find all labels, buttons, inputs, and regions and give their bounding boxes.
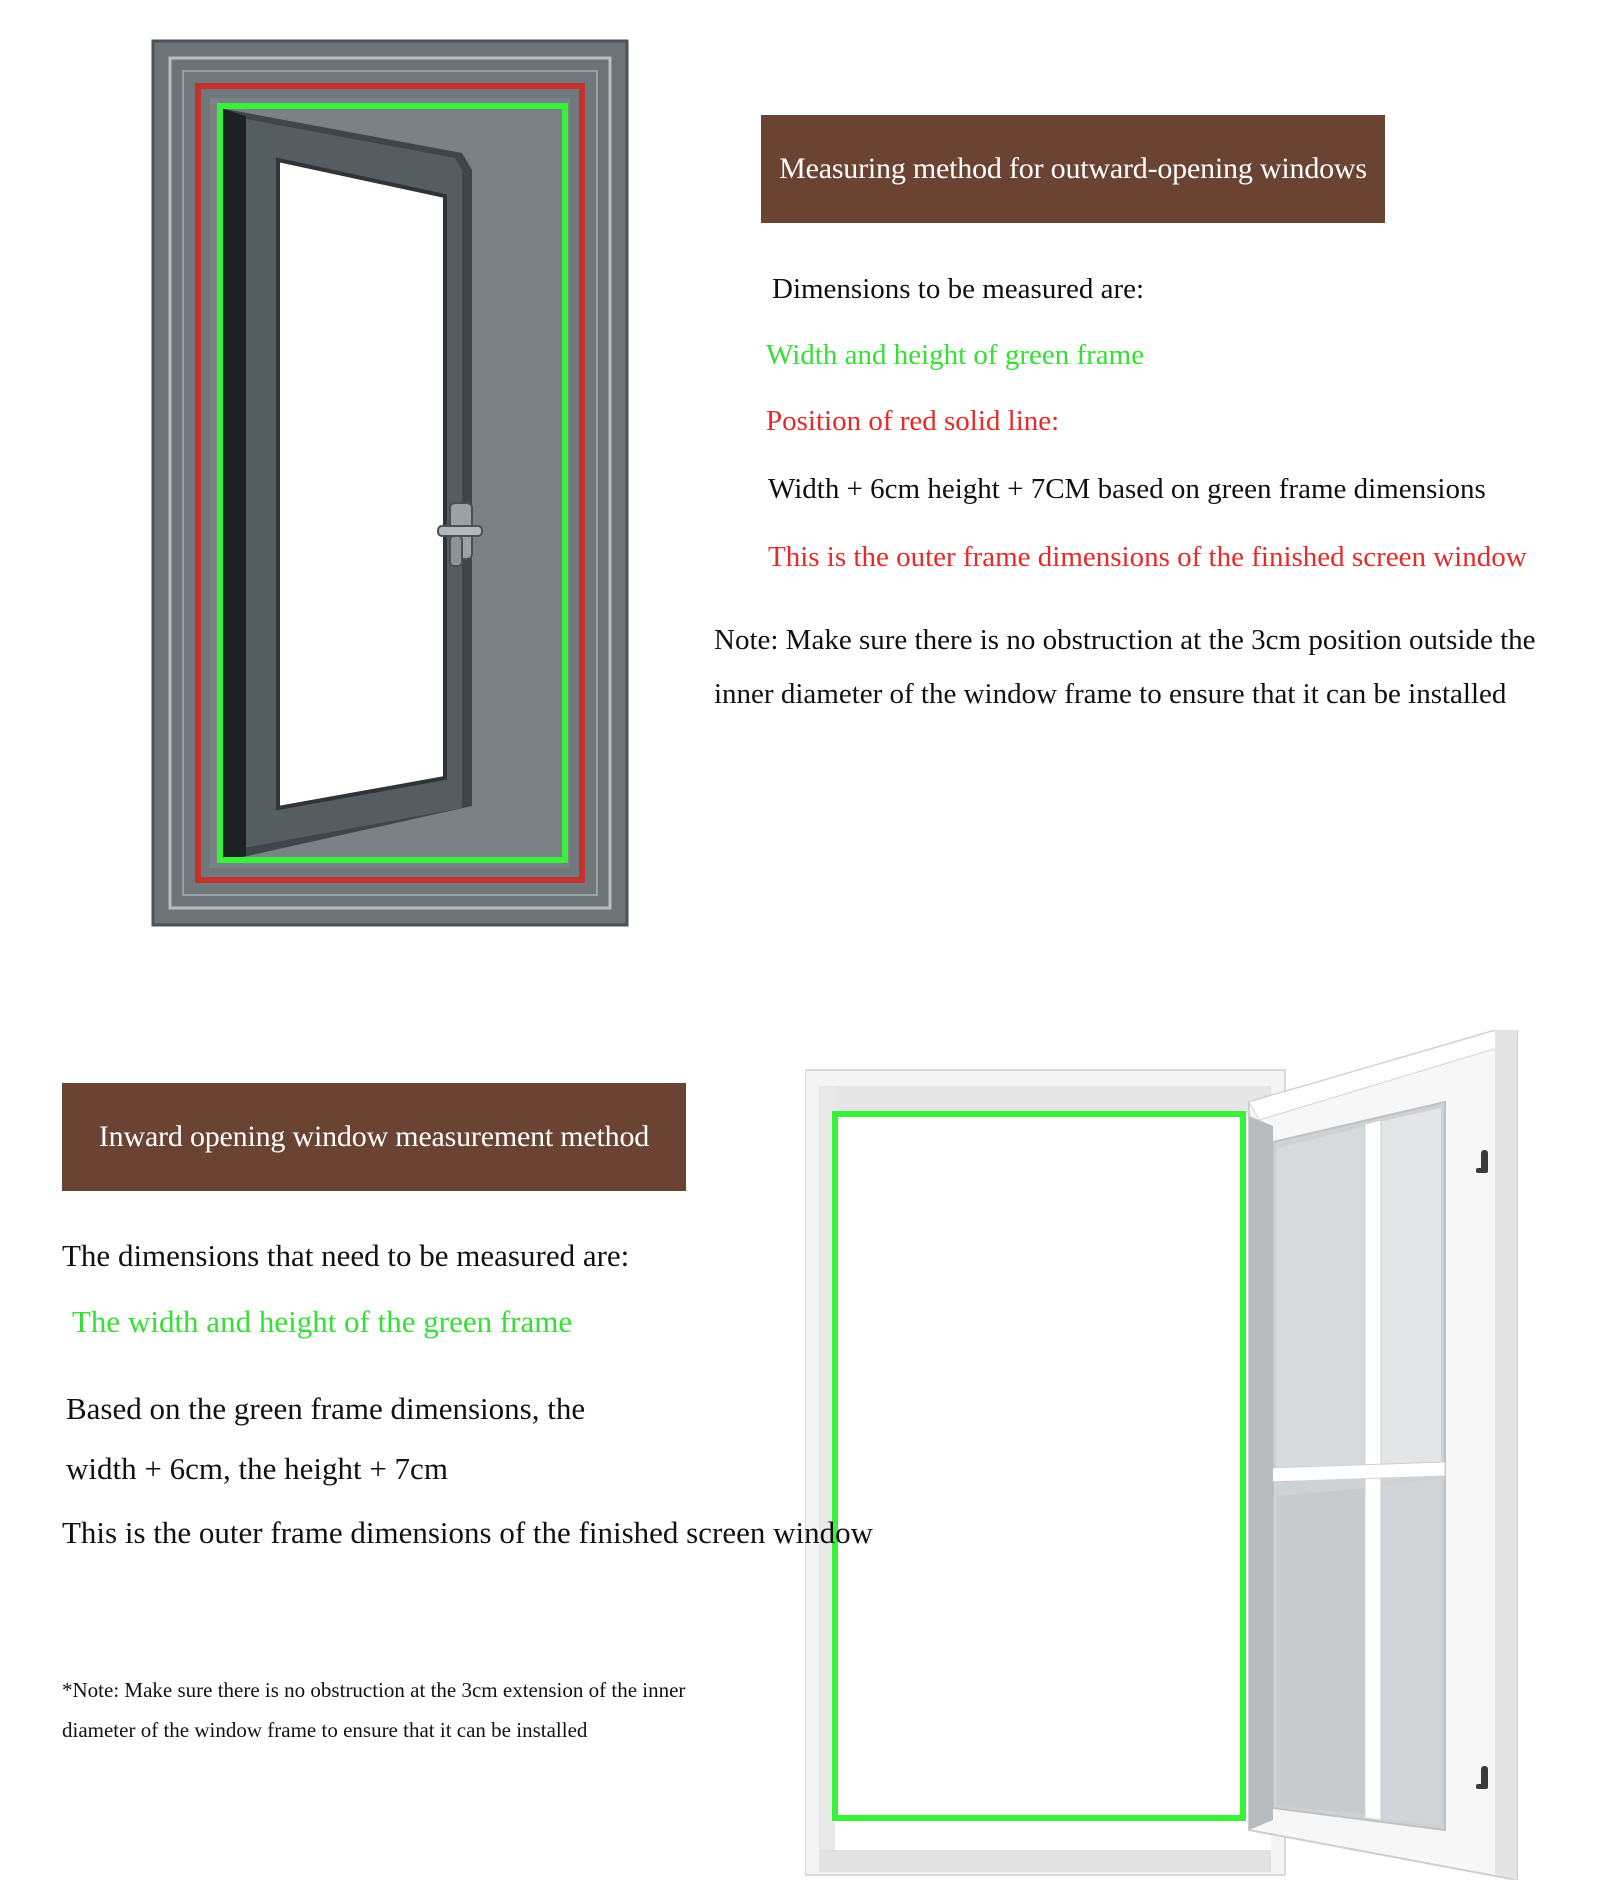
outward-section-title: Measuring method for outward-opening windows — [779, 152, 1367, 185]
inward-size-formula-line-2: width + 6cm, the height + 7cm — [66, 1451, 448, 1486]
outward-red-line-text: Position of red solid line: — [766, 405, 1060, 437]
inward-dimensions-label: The dimensions that need to be measured are: — [62, 1238, 630, 1273]
sash-glass — [278, 160, 445, 808]
inward-outer-frame-text: This is the outer frame dimensions of the finished screen window — [62, 1515, 873, 1550]
inward-size-formula-line-1: Based on the green frame dimensions, the — [66, 1391, 586, 1426]
outward-outer-frame-text: This is the outer frame dimensions of the finished screen window — [768, 541, 1527, 573]
outward-section-header — [761, 115, 1385, 223]
inward-section-title: Inward opening window measurement method — [98, 1120, 650, 1153]
inward-window-diagram — [805, 1030, 1525, 1880]
outward-dimensions-label: Dimensions to be measured are: — [772, 273, 1145, 305]
outward-green-frame-text: Width and height of green frame — [766, 339, 1145, 371]
inward-green-frame-text: The width and height of the green frame — [72, 1304, 573, 1339]
outward-window-diagram — [150, 38, 630, 928]
inward-note-line-1: *Note: Make sure there is no obstruction at the 3cm extension of the inner — [62, 1678, 686, 1702]
outward-note-line-1: Note: Make sure there is no obstruction at the 3cm position outside the — [714, 624, 1536, 656]
inward-note-line-2: diameter of the window frame to ensure that it can be installed — [62, 1718, 588, 1742]
inward-section-header — [62, 1083, 686, 1191]
outward-size-formula: Width + 6cm height + 7CM based on green frame dimensions — [768, 473, 1486, 505]
outward-note-line-2: inner diameter of the window frame to ensure that it can be installed — [714, 678, 1507, 710]
